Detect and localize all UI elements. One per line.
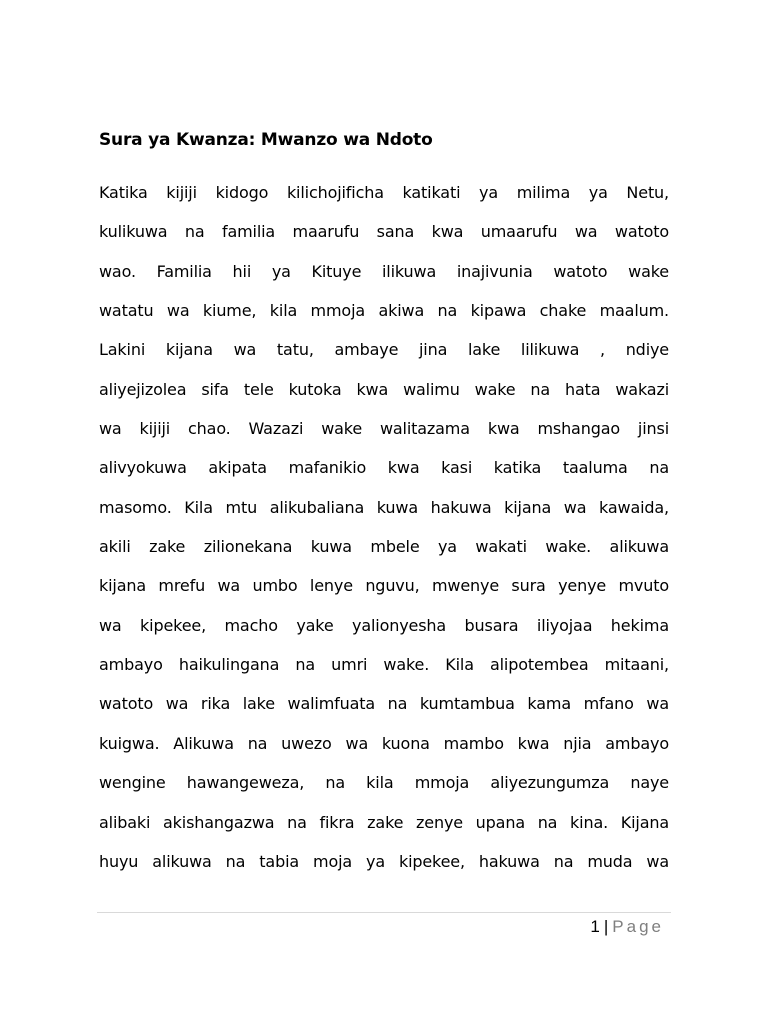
paragraph-line: aliyejizolea sifa tele kutoka kwa walimu wake na hata wakazi bbox=[99, 379, 669, 399]
paragraph-line: huyu alikuwa na tabia moja ya kipekee, hakuwa na muda wa bbox=[99, 851, 669, 871]
page-number-footer bbox=[590, 916, 664, 938]
page-number-separator: | bbox=[603, 917, 609, 936]
paragraph-line: akili zake zilionekana kuwa mbele ya wakati wake. alikuwa bbox=[99, 537, 669, 557]
paragraph-line: watatu wa kiume, kila mmoja akiwa na kipawa chake maalum. bbox=[99, 301, 669, 321]
paragraph-line: ambayo haikulingana na umri wake. Kila alipotembea mitaani, bbox=[99, 655, 669, 675]
paragraph-line: wa kijiji chao. Wazazi wake walitazama kwa mshangao jinsi bbox=[99, 419, 669, 439]
paragraph-line: kulikuwa na familia maarufu sana kwa umaarufu wa watoto bbox=[99, 222, 669, 242]
paragraph-line: kuigwa. Alikuwa na uwezo wa kuona mambo kwa njia ambayo bbox=[99, 733, 669, 753]
paragraph-line: wengine hawangeweza, na kila mmoja aliyezungumza naye bbox=[99, 773, 669, 793]
paragraph-line: Lakini kijana wa tatu, ambaye jina lake lilikuwa , ndiye bbox=[99, 340, 669, 360]
paragraph-line: wa kipekee, macho yake yalionyesha busara iliyojaa hekima bbox=[99, 615, 669, 635]
paragraph-line: masomo. Kila mtu alikubaliana kuwa hakuwa kijana wa kawaida, bbox=[99, 497, 669, 517]
paragraph-line: kijana mrefu wa umbo lenye nguvu, mwenye sura yenye mvuto bbox=[99, 576, 669, 596]
page-label: Page bbox=[612, 917, 664, 936]
paragraph-line: alivyokuwa akipata mafanikio kwa kasi katika taaluma na bbox=[99, 458, 669, 478]
paragraph-line: watoto wa rika lake walimfuata na kumtambua kama mfano wa bbox=[99, 694, 669, 714]
paragraph-line: Katika kijiji kidogo kilichojificha katikati ya milima ya Netu, bbox=[99, 183, 669, 202]
footer-divider bbox=[97, 912, 671, 913]
paragraph-line: alibaki akishangazwa na fikra zake zenye upana na kina. Kijana bbox=[99, 812, 669, 832]
body-paragraph bbox=[99, 180, 669, 888]
page-number: 1 bbox=[590, 917, 600, 936]
paragraph-line: wao. Familia hii ya Kituye ilikuwa inajivunia watoto wake bbox=[99, 261, 669, 281]
chapter-title: Sura ya Kwanza: Mwanzo wa Ndoto bbox=[99, 130, 433, 150]
